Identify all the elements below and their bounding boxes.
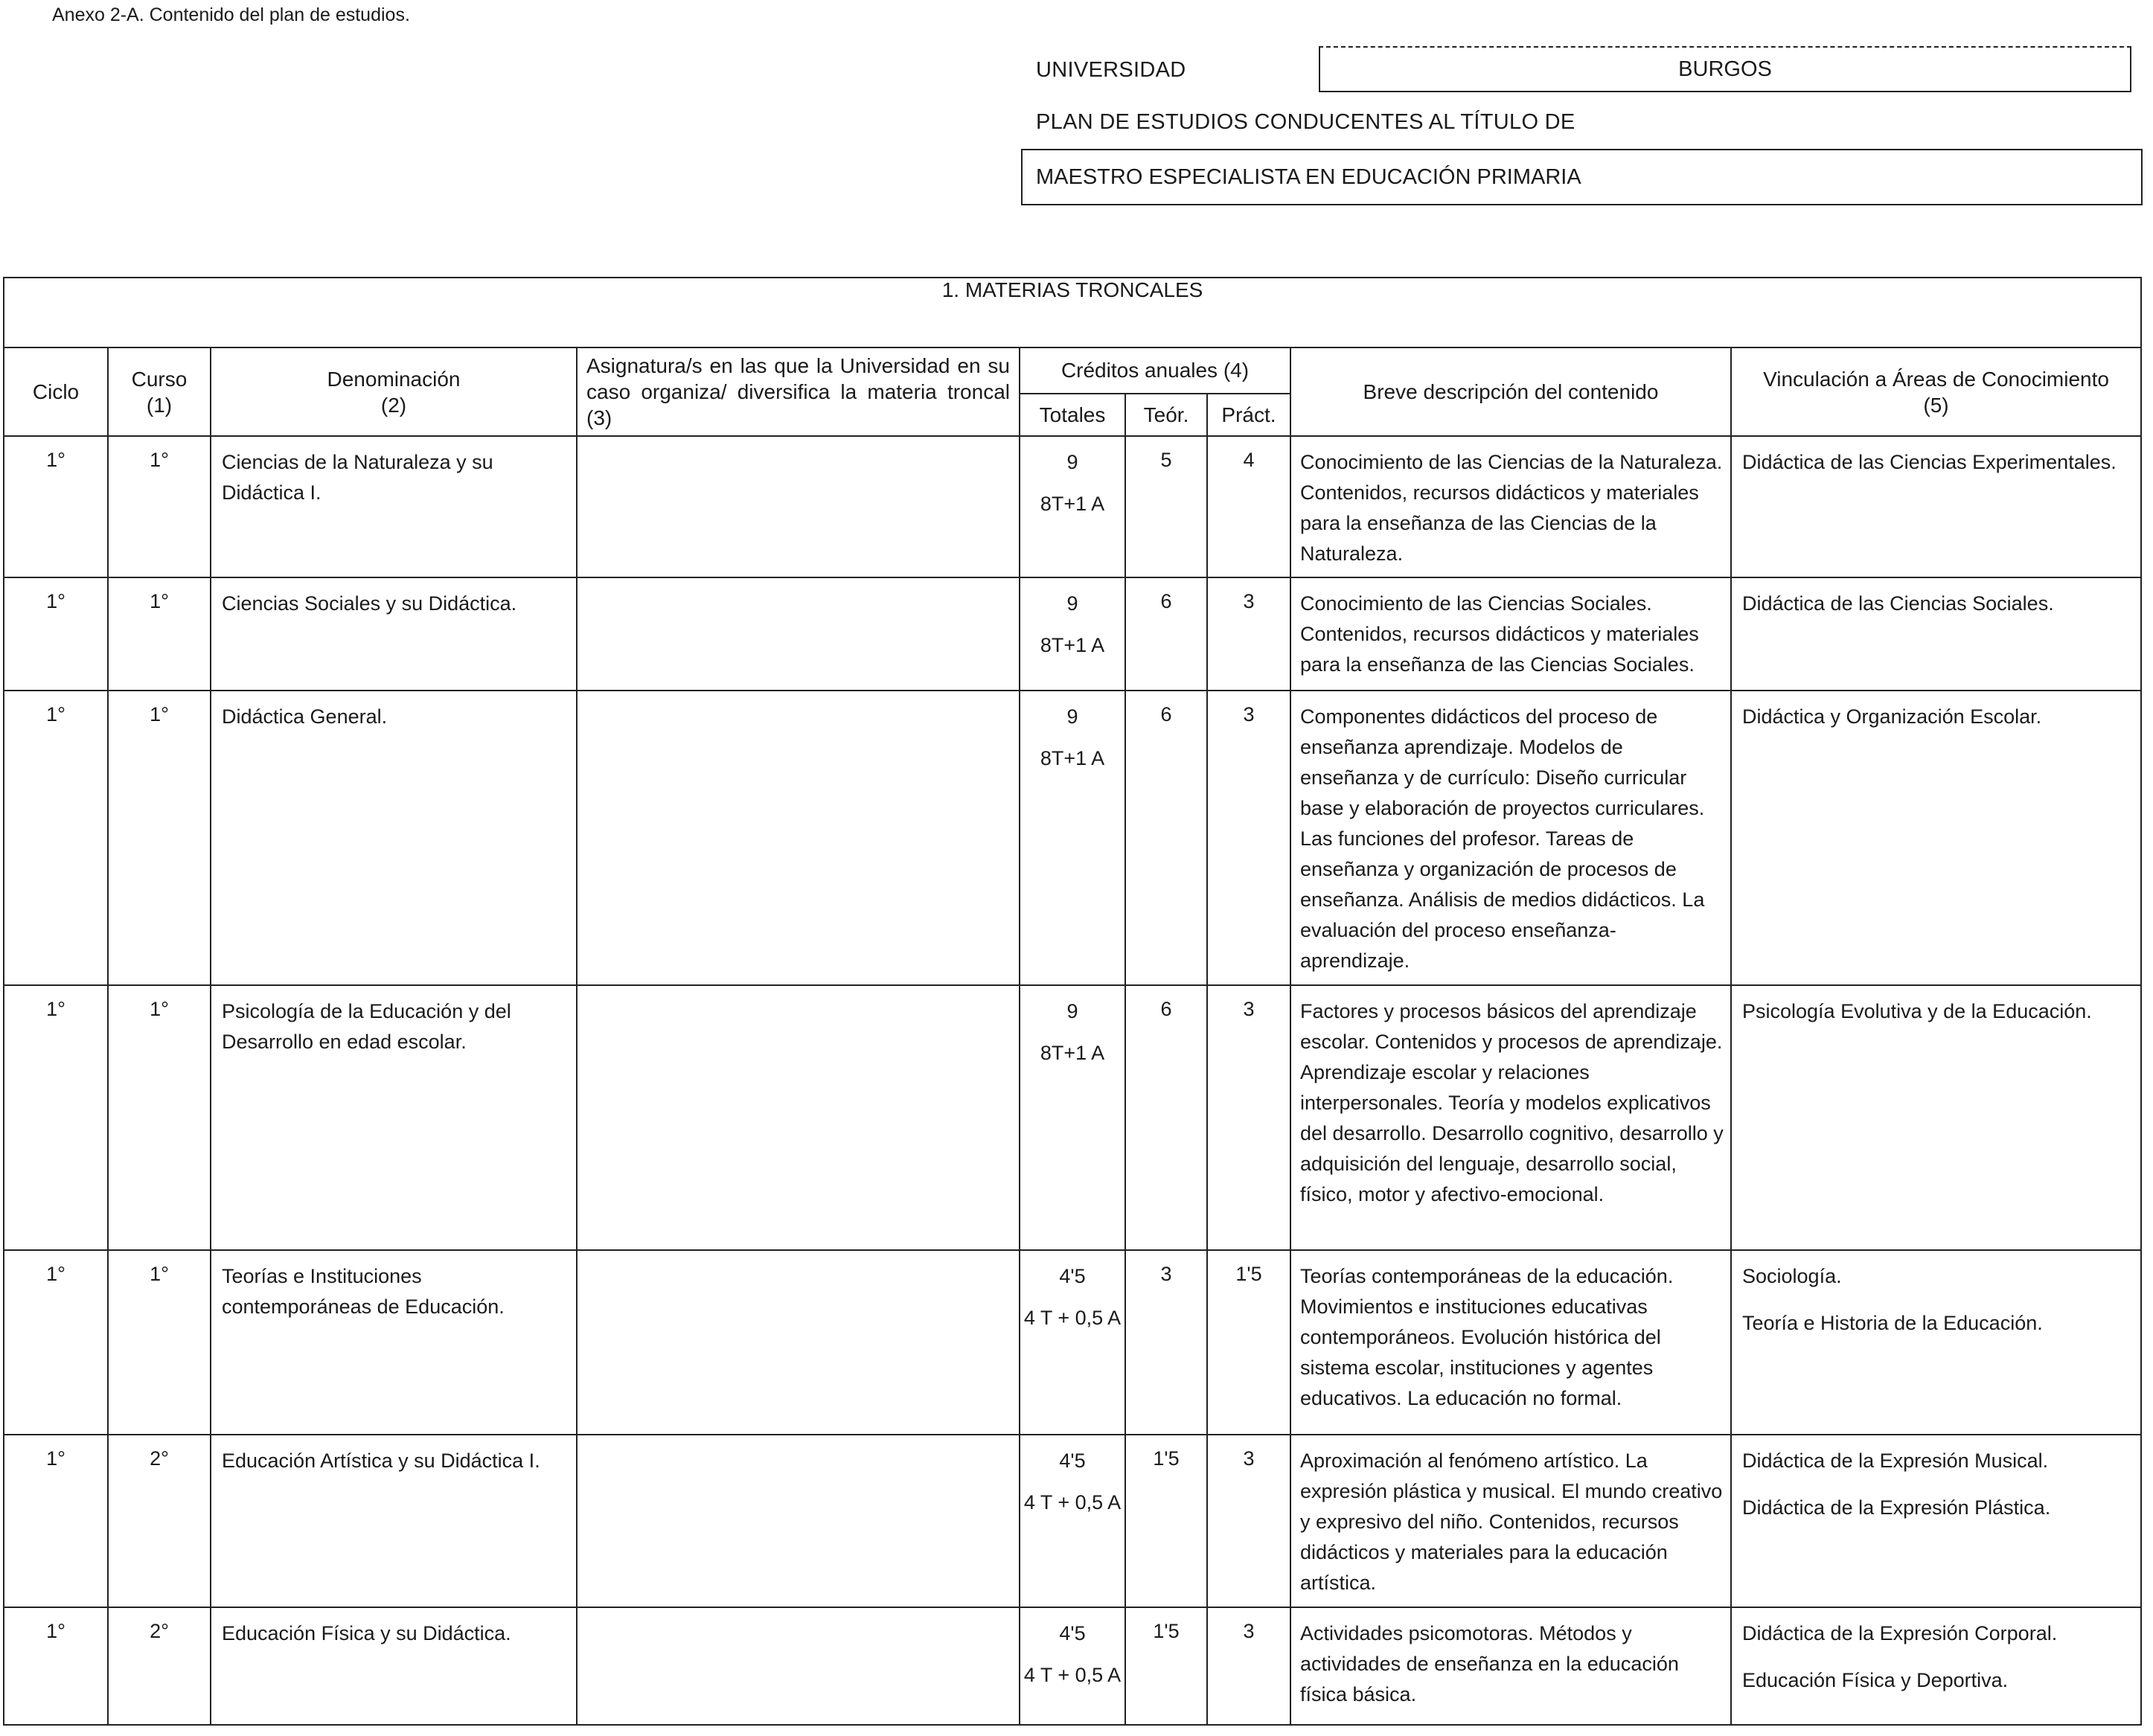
totales-split: 4 T + 0,5 A [1023, 1664, 1122, 1687]
cell-denominacion: Teorías e Instituciones contemporáneas de Educación. [211, 1250, 577, 1435]
cell-vinculacion [1731, 1435, 2141, 1607]
cell-denominacion: Educación Física y su Didáctica. [211, 1607, 577, 1725]
cell-curso: 1° [108, 577, 211, 691]
vinculacion-area: Didáctica de las Ciencias Sociales. [1742, 592, 2054, 615]
totales-value: 9 [1066, 592, 1078, 615]
totales-split: 8T+1 A [1040, 493, 1105, 516]
cell-curso: 1° [108, 985, 211, 1250]
cell-ciclo: 1° [4, 1435, 108, 1607]
table-row [4, 1250, 2141, 1435]
cell-teor: 1'5 [1125, 1607, 1207, 1725]
table-row [4, 691, 2141, 985]
university-value: BURGOS [1678, 57, 1772, 81]
header-vinculacion-label: Vinculación a Áreas de Conocimiento [1763, 367, 2109, 391]
annex-title: Anexo 2-A. Contenido del plan de estudios. [52, 4, 410, 25]
cell-asignatura [577, 1607, 1020, 1725]
vinculacion-area: Psicología Evolutiva y de la Educación. [1742, 1000, 2092, 1022]
vinculacion-area: Didáctica de la Expresión Corporal. [1742, 1622, 2058, 1644]
cell-totales [1020, 436, 1125, 577]
cell-asignatura [577, 436, 1020, 577]
cell-pract: 1'5 [1207, 1250, 1290, 1435]
university-label: UNIVERSIDAD [1036, 58, 1186, 82]
cell-vinculacion [1731, 1607, 2141, 1725]
header-denominacion [211, 347, 577, 436]
cell-descripcion: Conocimiento de las Ciencias Sociales. Contenidos, recursos didácticos y materiales para la enseñanza de las Ciencias Sociales. [1290, 577, 1731, 691]
table-row [4, 436, 2141, 577]
cell-denominacion: Ciencias de la Naturaleza y su Didáctica I. [211, 436, 577, 577]
university-box [1319, 46, 2131, 92]
header-row [4, 347, 2141, 394]
cell-descripcion: Conocimiento de las Ciencias de la Naturaleza. Contenidos, recursos didácticos y materiales para la enseñanza de las Ciencias de la Naturaleza. [1290, 436, 1731, 577]
cell-descripcion: Componentes didácticos del proceso de enseñanza aprendizaje. Modelos de enseñanza y de currículo: Diseño curricular base y elaboración de proyectos curriculares. Las funciones del profesor. Tareas de enseñanza y organización de procesos de enseñanza. Análisis de medios didácticos. La evaluación del proceso enseñanza-aprendizaje. [1290, 691, 1731, 985]
header-denominacion-label: Denominación [327, 367, 461, 391]
totales-value: 4'5 [1059, 1265, 1086, 1287]
totales-value: 9 [1066, 451, 1078, 473]
cell-pract: 3 [1207, 691, 1290, 985]
cell-pract: 3 [1207, 1607, 1290, 1725]
header-denominacion-note: (2) [380, 393, 407, 417]
totales-split: 8T+1 A [1040, 1042, 1105, 1065]
table-row [4, 577, 2141, 691]
vinculacion-area: Didáctica de las Ciencias Experimentales. [1742, 451, 2117, 473]
cell-asignatura [577, 691, 1020, 985]
vinculacion-area: Educación Física y Deportiva. [1742, 1668, 2009, 1691]
totales-split: 4 T + 0,5 A [1023, 1307, 1122, 1330]
cell-vinculacion [1731, 577, 2141, 691]
cell-curso: 2° [108, 1607, 211, 1725]
cell-descripcion: Factores y procesos básicos del aprendizaje escolar. Contenidos y procesos de aprendizaje. Aprendizaje escolar y relaciones interpersonales. Teoría y modelos explicativos del desarrollo. Desarrollo cognitivo, desarrollo y adquisición del lenguaje, desarrollo social, físico, motor y afectivo-emocional. [1290, 985, 1731, 1250]
table-row [4, 985, 2141, 1250]
header-creditos: Créditos anuales (4) [1020, 347, 1290, 394]
troncales-table [3, 277, 2142, 1726]
cell-ciclo: 1° [4, 985, 108, 1250]
cell-denominacion: Psicología de la Educación y del Desarrollo en edad escolar. [211, 985, 577, 1250]
degree-title: MAESTRO ESPECIALISTA EN EDUCACIÓN PRIMARIA [1036, 164, 1581, 189]
cell-teor: 3 [1125, 1250, 1207, 1435]
table-title: 1. MATERIAS TRONCALES [4, 278, 2141, 347]
cell-pract: 3 [1207, 985, 1290, 1250]
cell-pract: 4 [1207, 436, 1290, 577]
plan-label: PLAN DE ESTUDIOS CONDUCENTES AL TÍTULO DE [1036, 110, 1575, 134]
cell-teor: 6 [1125, 577, 1207, 691]
cell-curso: 1° [108, 1250, 211, 1435]
cell-totales [1020, 1435, 1125, 1607]
cell-ciclo: 1° [4, 436, 108, 577]
cell-totales [1020, 985, 1125, 1250]
cell-ciclo: 1° [4, 1607, 108, 1725]
cell-asignatura [577, 1250, 1020, 1435]
cell-curso: 2° [108, 1435, 211, 1607]
cell-vinculacion [1731, 436, 2141, 577]
vinculacion-area: Didáctica de la Expresión Plástica. [1742, 1496, 2051, 1519]
totales-value: 4'5 [1059, 1622, 1086, 1644]
cell-vinculacion [1731, 691, 2141, 985]
header-vinculacion-note: (5) [1923, 393, 1949, 417]
cell-totales [1020, 577, 1125, 691]
cell-descripcion: Aproximación al fenómeno artístico. La expresión plástica y musical. El mundo creativo y expresivo del niño. Contenidos, recursos didácticos y materiales para la educación artística. [1290, 1435, 1731, 1607]
cell-descripcion: Actividades psicomotoras. Métodos y actividades de enseñanza en la educación física básica. [1290, 1607, 1731, 1725]
cell-ciclo: 1° [4, 1250, 108, 1435]
cell-teor: 6 [1125, 985, 1207, 1250]
header-asignatura: Asignatura/s en las que la Universidad en su caso organiza/ diversifica la materia troncal (3) [577, 347, 1020, 436]
degree-title-box [1021, 149, 2143, 205]
header-curso-label: Curso [131, 367, 188, 391]
cell-totales [1020, 691, 1125, 985]
cell-curso: 1° [108, 436, 211, 577]
totales-split: 4 T + 0,5 A [1023, 1491, 1122, 1514]
cell-vinculacion [1731, 985, 2141, 1250]
vinculacion-area: Didáctica de la Expresión Musical. [1742, 1450, 2049, 1472]
header-teor: Teór. [1125, 394, 1207, 436]
header-curso-note: (1) [146, 393, 173, 417]
header-totales: Totales [1020, 394, 1125, 436]
header-vinculacion [1731, 347, 2141, 436]
totales-value: 4'5 [1059, 1450, 1086, 1472]
totales-value: 9 [1066, 705, 1078, 728]
table-row [4, 1607, 2141, 1725]
cell-asignatura [577, 577, 1020, 691]
cell-asignatura [577, 1435, 1020, 1607]
cell-pract: 3 [1207, 577, 1290, 691]
vinculacion-area: Didáctica y Organización Escolar. [1742, 705, 2042, 728]
cell-totales [1020, 1250, 1125, 1435]
totales-split: 8T+1 A [1040, 634, 1105, 657]
cell-teor: 1'5 [1125, 1435, 1207, 1607]
header-descripcion: Breve descripción del contenido [1290, 347, 1731, 436]
header-curso [108, 347, 211, 436]
table-row [4, 1435, 2141, 1607]
header-ciclo: Ciclo [4, 347, 108, 436]
vinculacion-area: Sociología. [1742, 1265, 1842, 1287]
header-pract: Práct. [1207, 394, 1290, 436]
cell-denominacion: Ciencias Sociales y su Didáctica. [211, 577, 577, 691]
cell-vinculacion [1731, 1250, 2141, 1435]
cell-curso: 1° [108, 691, 211, 985]
cell-asignatura [577, 985, 1020, 1250]
vinculacion-area: Teoría e Historia de la Educación. [1742, 1311, 2043, 1334]
cell-totales [1020, 1607, 1125, 1725]
cell-denominacion: Educación Artística y su Didáctica I. [211, 1435, 577, 1607]
cell-ciclo: 1° [4, 691, 108, 985]
cell-teor: 5 [1125, 436, 1207, 577]
totales-value: 9 [1066, 1000, 1078, 1022]
cell-pract: 3 [1207, 1435, 1290, 1607]
totales-split: 8T+1 A [1040, 747, 1105, 770]
cell-ciclo: 1° [4, 577, 108, 691]
cell-denominacion: Didáctica General. [211, 691, 577, 985]
cell-descripcion: Teorías contemporáneas de la educación. Movimientos e instituciones educativas contemporáneos. Evolución histórica del sistema escolar, instituciones y agentes educativos. La educación no formal. [1290, 1250, 1731, 1435]
table-title-row [4, 278, 2141, 347]
cell-teor: 6 [1125, 691, 1207, 985]
